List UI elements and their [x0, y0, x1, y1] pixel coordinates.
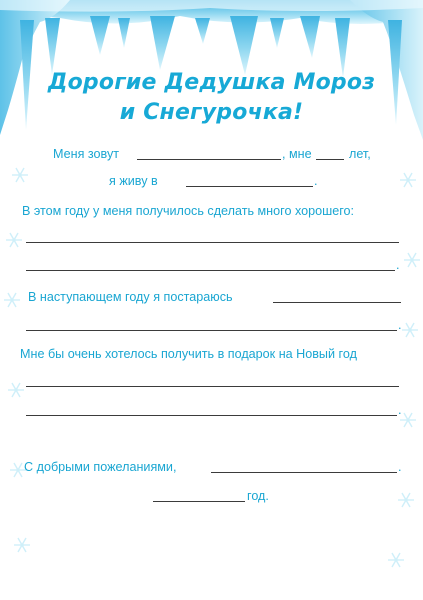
this-year-label: В этом году у меня получилось сделать много хорошего:	[22, 204, 355, 218]
regards-label: С добрыми пожеланиями,	[24, 460, 177, 474]
snowflake-icon	[400, 413, 416, 427]
wish-field-2[interactable]	[26, 403, 397, 416]
title-line-1: Дорогие Дедушка Мороз	[47, 70, 376, 95]
live-in-label: я живу в	[109, 174, 158, 188]
address-period: .	[314, 174, 318, 188]
achievements-field-1[interactable]	[26, 230, 399, 243]
promise-period: .	[398, 318, 402, 332]
title-line-2: и Снегурочка!	[119, 100, 304, 125]
wish-period: .	[398, 403, 402, 417]
name-field[interactable]	[137, 147, 281, 160]
address-row	[0, 172, 423, 190]
snowflake-icon	[388, 553, 404, 567]
achievements-period: .	[396, 258, 400, 272]
snowflake-icon	[8, 383, 24, 397]
next-year-label: В наступающем году я постараюсь	[28, 290, 233, 304]
wish-label: Мне бы очень хотелось получить в подарок на Новый год	[20, 347, 357, 361]
next-year-row	[0, 288, 423, 306]
promise-field-1[interactable]	[273, 290, 401, 303]
name-age-row	[0, 145, 423, 163]
promise-field-2[interactable]	[26, 318, 397, 331]
year-row	[0, 487, 423, 505]
year-label: год.	[247, 489, 269, 503]
achievements-field-2[interactable]	[26, 258, 395, 271]
signature-field[interactable]	[211, 460, 397, 473]
address-field[interactable]	[186, 174, 313, 187]
year-field[interactable]	[153, 489, 245, 502]
snowflake-icon	[402, 323, 418, 337]
age-suffix-label: лет,	[349, 147, 371, 161]
my-name-label: Меня зовут	[53, 147, 120, 161]
age-field[interactable]	[316, 147, 344, 160]
snowflake-icon	[14, 538, 30, 552]
this-year-row	[0, 202, 423, 220]
snowflake-icon	[404, 253, 420, 267]
regards-row	[0, 458, 423, 476]
signature-period: .	[398, 460, 402, 474]
wish-row	[0, 345, 423, 363]
snowflake-icon	[6, 233, 22, 247]
age-prefix-label: , мне	[282, 147, 312, 161]
wish-field-1[interactable]	[26, 374, 399, 387]
